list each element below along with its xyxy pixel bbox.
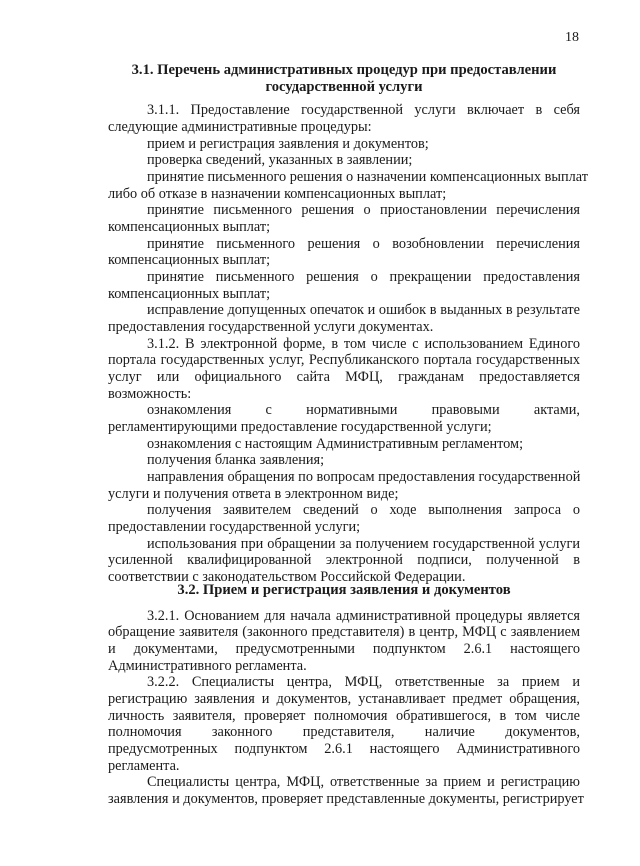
section-3-1-text-line: получения заявителем сведений о ходе выполнения запроса о [147, 502, 580, 518]
section-3-2-text-line: предусмотренных подпунктом 2.6.1 настоящего Административного [108, 741, 580, 757]
section-3-1-text-line: направления обращения по вопросам предоставления государственной [147, 469, 581, 485]
section-3-1-text-line: следующие административные процедуры: [108, 119, 372, 135]
section-3-1-text-line: 3.1.2. В электронной форме, в том числе с использованием Единого [147, 336, 580, 352]
section-3-1-text-line: получения бланка заявления; [147, 452, 325, 468]
section-3-2-text-line: заявления и документов, проверяет представленные документы, регистрирует [108, 791, 584, 807]
section-3-2-text-line: Специалисты центра, МФЦ, ответственные за прием и регистрацию [147, 774, 580, 790]
section-3-1-text-line: ознакомления с настоящим Административным регламентом; [147, 436, 524, 452]
section-3-1-text-line: использования при обращении за получением государственной услуги [147, 536, 580, 552]
section-3-1-text-line: либо об отказе в назначении компенсационных выплат; [108, 186, 447, 202]
section-3-2-text-line: полномочия законного представителя, наличие документов, [108, 724, 580, 740]
section-3-1-text-line: компенсационных выплат; [108, 219, 271, 235]
section-heading-3-1-line1: 3.1. Перечень административных процедур при предоставлении [131, 62, 557, 78]
section-3-1-text-line: исправление допущенных опечаток и ошибок в выданных в результате [147, 302, 580, 318]
section-3-2-text-line: 3.2.2. Специалисты центра, МФЦ, ответственные за прием и [147, 674, 580, 690]
section-3-2-text-line: 3.2.1. Основанием для начала административной процедуры является [147, 608, 580, 624]
section-3-1-text-line: прием и регистрация заявления и документов; [147, 136, 429, 152]
section-3-1-text-line: компенсационных выплат; [108, 252, 271, 268]
section-3-1-text-line: принятие письменного решения о приостановлении перечисления [147, 202, 580, 218]
section-3-2-text-line: регламента. [108, 758, 180, 774]
section-3-1-text-line: услуги и получения ответа в электронном виде; [108, 486, 399, 502]
section-3-1-text-line: принятие письменного решения о назначении компенсационных выплат [147, 169, 588, 185]
section-3-2-text-line: и документами, предусмотренными подпунктом 2.6.1 настоящего [108, 641, 580, 657]
section-3-2-text-line: Административного регламента. [108, 658, 307, 674]
section-3-1-text-line: услуг или официального сайта МФЦ, гражданам предоставляется [108, 369, 580, 385]
section-heading-3-2: 3.2. Прием и регистрация заявления и документов [177, 582, 511, 598]
section-3-1-text-line: 3.1.1. Предоставление государственной услуги включает в себя [147, 102, 580, 118]
section-3-1-text-line: усиленной квалифицированной электронной подписи, полученной в [108, 552, 580, 568]
section-3-1-text-line: принятие письменного решения о прекращении предоставления [147, 269, 580, 285]
section-3-1-text-line: ознакомления с нормативными правовыми актами, [147, 402, 580, 418]
section-heading-3-1-line2: государственной услуги [265, 79, 423, 95]
page-number: 18 [565, 30, 579, 45]
section-3-2-text-line: обращение заявителя (законного представителя) в центр, МФЦ с заявлением [108, 624, 580, 640]
section-3-1-text-line: возможность: [108, 386, 192, 402]
section-3-1-text-line: предоставления государственной услуги документах. [108, 319, 434, 335]
section-3-1-text-line: проверка сведений, указанных в заявлении; [147, 152, 413, 168]
section-3-1-text-line: принятие письменного решения о возобновлении перечисления [147, 236, 580, 252]
section-3-1-text-line: портала государственных услуг, Республиканского портала государственных [108, 352, 580, 368]
section-3-2-text-line: регистрацию заявления и документов, устанавливает предмет обращения, [108, 691, 580, 707]
section-3-1-text-line: соответствии с законодательством Российской Федерации. [108, 569, 466, 585]
section-3-1-text-line: компенсационных выплат; [108, 286, 271, 302]
section-3-1-text-line: предоставлении государственной услуги; [108, 519, 361, 535]
section-3-2-text-line: личность заявителя, проверяет полномочия обратившегося, в том числе [108, 708, 580, 724]
section-3-1-text-line: регламентирующими предоставление государственной услуги; [108, 419, 492, 435]
